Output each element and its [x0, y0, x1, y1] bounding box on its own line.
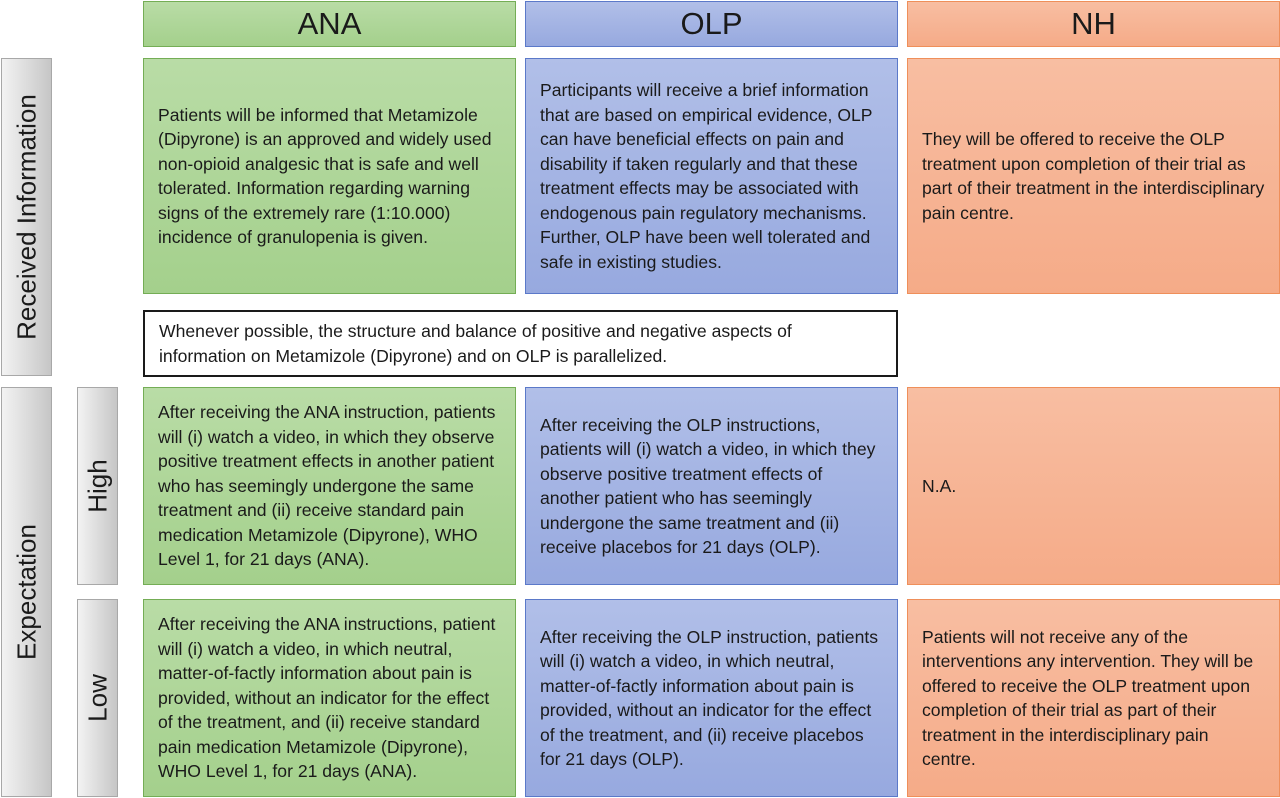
column-header-olp: OLP	[525, 1, 898, 47]
high-expectation-ana-cell	[143, 387, 516, 585]
low-expectation-ana-text: After receiving the ANA instructions, patient will (i) watch a video, in which neutral, matter-of-factly information about pain is provided, without an indicator for the effect of the treatment, and (ii) receive standard pain medication Metamizole (Dipyrone), WHO Level 1, for 21 days (ANA).	[158, 614, 496, 782]
column-header-ana: ANA	[143, 1, 516, 47]
low-expectation-nh-cell	[907, 599, 1280, 797]
low-label: Low	[82, 674, 112, 722]
high-expectation-ana-text: After receiving the ANA instruction, patients will (i) watch a video, in which they observe positive treatment effects in another patient who has seemingly undergone the same treatment and (ii) receive standard pain medication Metamizole (Dipyrone), WHO Level 1, for 21 days (ANA).	[158, 402, 496, 570]
row-label-high	[77, 387, 118, 585]
received-information-nh-text: They will be offered to receive the OLP treatment upon completion of their trial as part of their treatment in the interdisciplinary pain centre.	[922, 129, 1265, 223]
received-information-olp-cell	[525, 58, 898, 294]
low-expectation-olp-text: After receiving the OLP instruction, patients will (i) watch a video, in which neutral, matter-of-factly information about pain is provided, without an indicator for the effect of the treatment, and (ii) receive placebos for 21 days (OLP).	[540, 626, 879, 769]
low-expectation-nh-text: Patients will not receive any of the interventions any intervention. They will be offered to receive the OLP treatment upon completion of their trial as part of their treatment in the interdisciplinary pain centre.	[922, 626, 1254, 769]
high-expectation-nh-text: N.A.	[922, 475, 957, 496]
high-expectation-olp-text: After receiving the OLP instructions, patients will (i) watch a video, in which they observe positive treatment effects of another patient who has seemingly undergone the same treatment and (ii) receive placebos for 21 days (OLP).	[540, 414, 876, 557]
expectation-label: Expectation	[11, 524, 41, 660]
row-label-low	[77, 599, 118, 797]
row-label-received-information	[1, 58, 52, 376]
column-header-nh: NH	[907, 1, 1280, 47]
parallel-note-text: Whenever possible, the structure and balance of positive and negative aspects of information on Metamizole (Dipyrone) and on OLP is parallelized.	[159, 321, 792, 366]
high-label: High	[82, 459, 112, 513]
received-information-olp-text: Participants will receive a brief information that are based on empirical evidence, OLP can have beneficial effects on pain and disability if taken regularly and that these treatment effects may be associated with endogenous pain regulatory mechanisms. Further, OLP have been well tolerated and safe in existing studies.	[540, 80, 873, 272]
row-label-expectation	[1, 387, 52, 797]
high-expectation-olp-cell	[525, 387, 898, 585]
parallel-note-box	[143, 310, 898, 377]
received-information-nh-cell	[907, 58, 1280, 294]
received-information-ana-text: Patients will be informed that Metamizole (Dipyrone) is an approved and widely used non-opioid analgesic that is safe and well tolerated. Information regarding warning signs of the extremely rare (1:10.000) incidence of granulopenia is given.	[158, 104, 492, 247]
received-information-ana-cell	[143, 58, 516, 294]
low-expectation-olp-cell	[525, 599, 898, 797]
high-expectation-nh-cell	[907, 387, 1280, 585]
low-expectation-ana-cell	[143, 599, 516, 797]
received-information-label: Received Information	[11, 94, 41, 340]
